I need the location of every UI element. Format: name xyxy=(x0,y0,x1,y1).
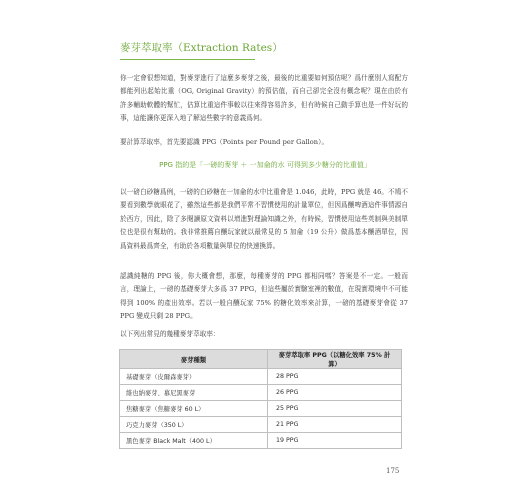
ppg-value-cell: 21 PPG xyxy=(268,417,402,433)
header-malt-type: 麥芽種類 xyxy=(120,350,268,369)
page-number: 175 xyxy=(386,467,400,475)
table-row xyxy=(120,385,402,401)
table-row xyxy=(120,417,402,433)
malt-name-cell: 焦糖麥芽（焦糖麥芽 60 L） xyxy=(120,401,268,417)
table-header-row xyxy=(120,350,402,369)
paragraph-sugar-example: 以一磅白砂糖爲例，一磅的白砂糖在一加侖的水中比重會是 1.046，此時，PPG 就是 46。不鳩不要看到數學就眼花了，雖然這些都是我們平常不習慣使用的計量單位，但因爲釀啤酒這件事情源自於西方，因此，除了多閱讀原文資料以增進對理論知識之外，有時候，習慣使用這些英制與美制單位也是很有幫助的。我非常推薦自釀玩家就以最常見的 5 加侖（19 公升）做爲基本釀酒單位，因爲資料最爲齊全，有助於各項數量與單位的快速換算。 xyxy=(120,188,408,250)
malt-name-cell: 維也納麥芽、慕尼黑麥芽 xyxy=(120,385,268,401)
paragraph-intro: 你一定會很想知道，對麥芽進行了這麼多麥芽之後，最後的比重要如何預估呢？爲什麼別人寫配方都能列出起始比重（OG, Original Gravity）的預估值，而自己卻完全沒有概念呢？現在由於有許多輔助軟體的幫忙，估算比重這件事較以往來得容易許多，但有時候自己動手算也是一件好玩的事，這能讓你更深入地了解這些數字的意義爲何。 xyxy=(120,74,408,123)
paragraph-malt-ppg: 認識純糖的 PPG 後，你大概會想，那麼，每種麥芽的 PPG 都相同嗎？答案是不一定。一般而言，理論上，一磅的基礎麥芽大多爲 37 PPG，但這些屬於實驗室裡的數值，在現實環境中不可能得到 100% 的產出效率。若以一般自釀玩家 75% 的糖化效率來計算，一磅的基礎麥芽會從 37 PPG 變成只剩 28 PPG。 xyxy=(120,272,408,321)
table-row xyxy=(120,369,402,385)
ppg-value-cell: 25 PPG xyxy=(268,401,402,417)
header-extraction-rate: 麥芽萃取率 PPG（以糖化效率 75% 計算） xyxy=(268,350,402,369)
malt-name-cell: 巧克力麥芽（350 L） xyxy=(120,417,268,433)
section-title: 麥芽萃取率（Extraction Rates） xyxy=(120,42,283,54)
malt-name-cell: 黑色麥芽 Black Malt（400 L） xyxy=(120,433,268,449)
paragraph-ppg-intro: 要計算萃取率，首先要認識 PPG（Points per Pound per Gallon）。 xyxy=(120,138,329,146)
ppg-value-cell: 19 PPG xyxy=(268,433,402,449)
table-row xyxy=(120,401,402,417)
table-row xyxy=(120,433,402,449)
malt-extraction-table xyxy=(119,349,402,449)
ppg-value-cell: 28 PPG xyxy=(268,369,402,385)
ppg-definition-callout: PPG 指的是「一磅的麥芽 ＋ 一加侖的水 可得到多少糖分的比重值」 xyxy=(159,161,371,169)
title-underline xyxy=(120,59,255,60)
ppg-value-cell: 26 PPG xyxy=(268,385,402,401)
malt-name-cell: 基礎麥芽（皮爾森麥芽） xyxy=(120,369,268,385)
paragraph-table-intro: 以下列出常見的幾種麥芽萃取率： xyxy=(120,330,220,338)
